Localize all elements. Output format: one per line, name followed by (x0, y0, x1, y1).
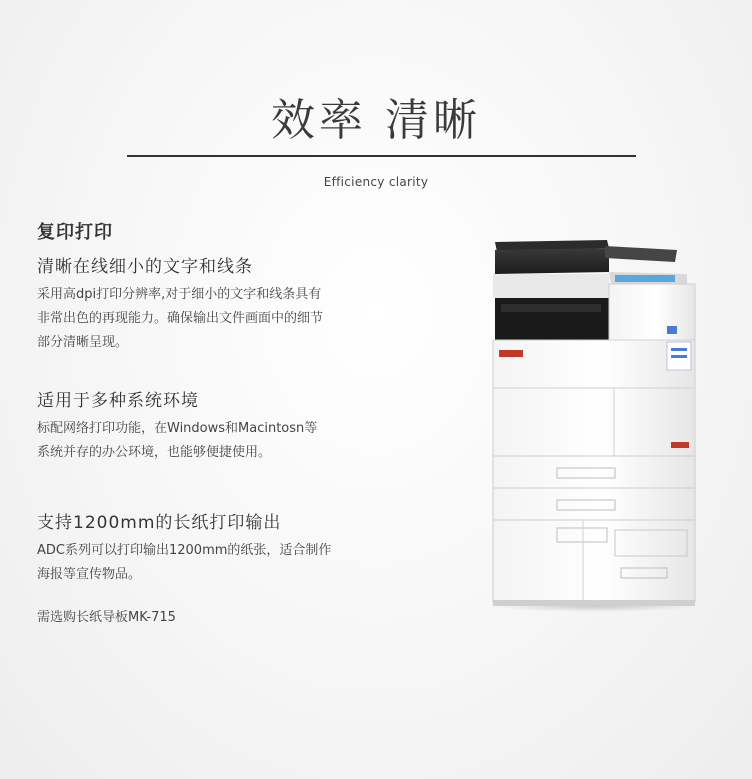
title-divider (127, 155, 636, 157)
page-subtitle: Efficiency clarity (323, 175, 429, 189)
feature-text-line: 系统并存的办公环境，也能够便捷使用。 (37, 445, 272, 460)
feature-heading: 支持1200mm的长纸打印输出 (37, 513, 282, 533)
printer-image (487, 238, 702, 613)
feature-block-3 (37, 508, 331, 587)
feature-text-line: 海报等宣传物品。 (37, 567, 142, 582)
feature-text-line: 非常出色的再现能力。确保输出文件画面中的细节 (37, 311, 324, 326)
feature-text-line: ADC系列可以打印输出1200mm的纸张，适合制作 (37, 543, 332, 558)
section-title: 复印打印 (37, 222, 113, 243)
section-title-block (37, 218, 113, 244)
feature-heading: 适用于多种系统环境 (37, 391, 199, 411)
note-block (37, 606, 176, 630)
page-title: 效率 清晰 (271, 95, 481, 146)
feature-text-line: 部分清晰呈现。 (37, 335, 129, 350)
feature-text-line: 采用高dpi打印分辨率,对于细小的文字和线条具有 (37, 287, 322, 302)
feature-text-line: 标配网络打印功能，在Windows和Macintosn等 (37, 421, 318, 436)
accessory-note: 需选购长纸导板MK-715 (37, 610, 176, 625)
feature-heading: 清晰在线细小的文字和线条 (37, 257, 253, 277)
feature-block-2 (37, 386, 317, 465)
feature-block-1 (37, 252, 323, 355)
